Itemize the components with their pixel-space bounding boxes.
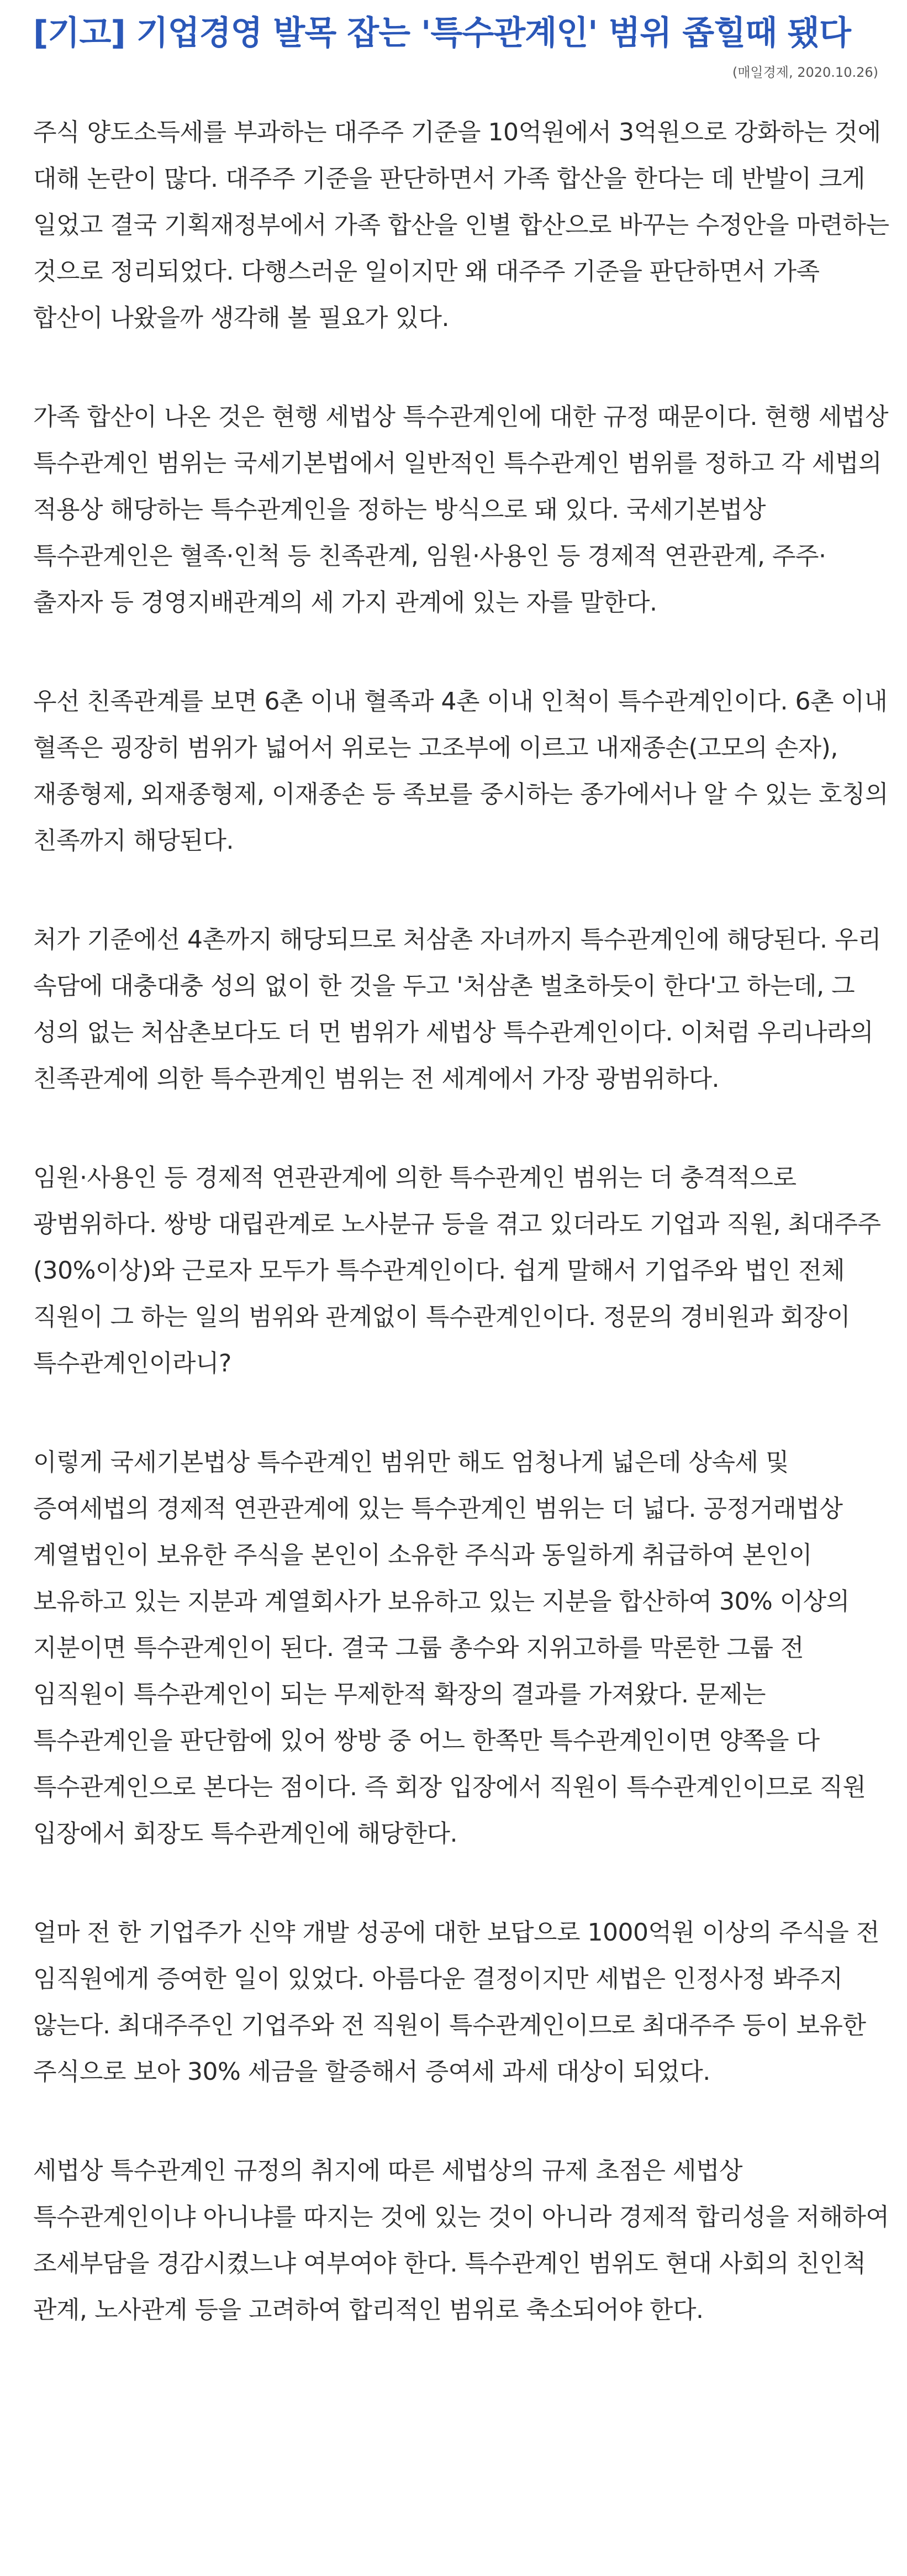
article-paragraph-5: 임원·사용인 등 경제적 연관관계에 의한 특수관계인 범위는 더 충격적으로 광범위하다. 쌍방 대립관계로 노사분규 등을 겪고 있더라도 기업과 직원, 최대주주(30%이상)와 근로자 모두가 특수관계인이다. 쉽게 말해서 기업주와 법인 전체 직원이 그 하는 일의 범위와 관계없이 특수관계인이다. 정문의 경비원과 회장이 특수관계인이라니?	[33, 1164, 881, 1378]
article-source-date: (매일경제, 2020.10.26)	[732, 65, 878, 80]
article-paragraph-2: 가족 합산이 나온 것은 현행 세법상 특수관계인에 대한 규정 때문이다. 현행 세법상 특수관계인 범위는 국세기본법에서 일반적인 특수관계인 범위를 정하고 각 세법의 적용상 해당하는 특수관계인을 정하는 방식으로 돼 있다. 국세기본법상 특수관계인은 혈족·인척 등 친족관계, 임원·사용인 등 경제적 연관관계, 주주·출자자 등 경영지배관계의 세 가지 관계에 있는 자를 말한다.	[33, 403, 888, 617]
article-paragraph-8: 세법상 특수관계인 규정의 취지에 따른 세법상의 규제 초점은 세법상 특수관계인이냐 아니냐를 따지는 것에 있는 것이 아니라 경제적 합리성을 저해하여 조세부담을 경감시켰느냐 여부여야 한다. 특수관계인 범위도 현대 사회의 친인척 관계, 노사관계 등을 고려하여 합리적인 범위로 축소되어야 한다.	[33, 2157, 889, 2324]
article-title: [기고] 기업경영 발목 잡는 '특수관계인' 범위 좁힐때 됐다	[33, 14, 851, 52]
article-paragraph-3: 우선 친족관계를 보면 6촌 이내 혈족과 4촌 이내 인척이 특수관계인이다. 6촌 이내 혈족은 굉장히 범위가 넓어서 위로는 고조부에 이르고 내재종손(고모의 손자), 재종형제, 외재종형제, 이재종손 등 족보를 중시하는 종가에서나 알 수 있는 호칭의 친족까지 해당된다.	[33, 687, 888, 855]
article-paragraph-1: 주식 양도소득세를 부과하는 대주주 기준을 10억원에서 3억원으로 강화하는 것에 대해 논란이 많다. 대주주 기준을 판단하면서 가족 합산을 한다는 데 반발이 크게 일었고 결국 기획재정부에서 가족 합산을 인별 합산으로 바꾸는 수정안을 마련하는 것으로 정리되었다. 다행스러운 일이지만 왜 대주주 기준을 판단하면서 가족 합산이 나왔을까 생각해 볼 필요가 있다.	[33, 118, 889, 332]
article-paragraph-7: 얼마 전 한 기업주가 신약 개발 성공에 대한 보답으로 1000억원 이상의 주식을 전 임직원에게 증여한 일이 있었다. 아름다운 결정이지만 세법은 인정사정 봐주지 않는다. 최대주주인 기업주와 전 직원이 특수관계인이므로 최대주주 등이 보유한 주식으로 보아 30% 세금을 할증해서 증여세 과세 대상이 되었다.	[33, 1918, 879, 2086]
article-paragraph-4: 처가 기준에선 4촌까지 해당되므로 처삼촌 자녀까지 특수관계인에 해당된다. 우리 속담에 대충대충 성의 없이 한 것을 두고 '처삼촌 벌초하듯이 한다'고 하는데, 그 성의 없는 처삼촌보다도 더 먼 범위가 세법상 특수관계인이다. 이처럼 우리나라의 친족관계에 의한 특수관계인 범위는 전 세계에서 가장 광범위하다.	[33, 926, 881, 1093]
article-paragraph-6: 이렇게 국세기본법상 특수관계인 범위만 해도 엄청나게 넓은데 상속세 및 증여세법의 경제적 연관관계에 있는 특수관계인 범위는 더 넓다. 공정거래법상 계열법인이 보유한 주식을 본인이 소유한 주식과 동일하게 취급하여 본인이 보유하고 있는 지분과 계열회사가 보유하고 있는 지분을 합산하여 30% 이상의 지분이면 특수관계인이 된다. 결국 그룹 총수와 지위고하를 막론한 그룹 전 임직원이 특수관계인이 되는 무제한적 확장의 결과를 가져왔다. 문제는 특수관계인을 판단함에 있어 쌍방 중 어느 한쪽만 특수관계인이면 양쪽을 다 특수관계인으로 본다는 점이다. 즉 회장 입장에서 직원이 특수관계인이므로 직원 입장에서 회장도 특수관계인에 해당한다.	[33, 1448, 866, 1848]
article-body	[33, 109, 892, 2333]
